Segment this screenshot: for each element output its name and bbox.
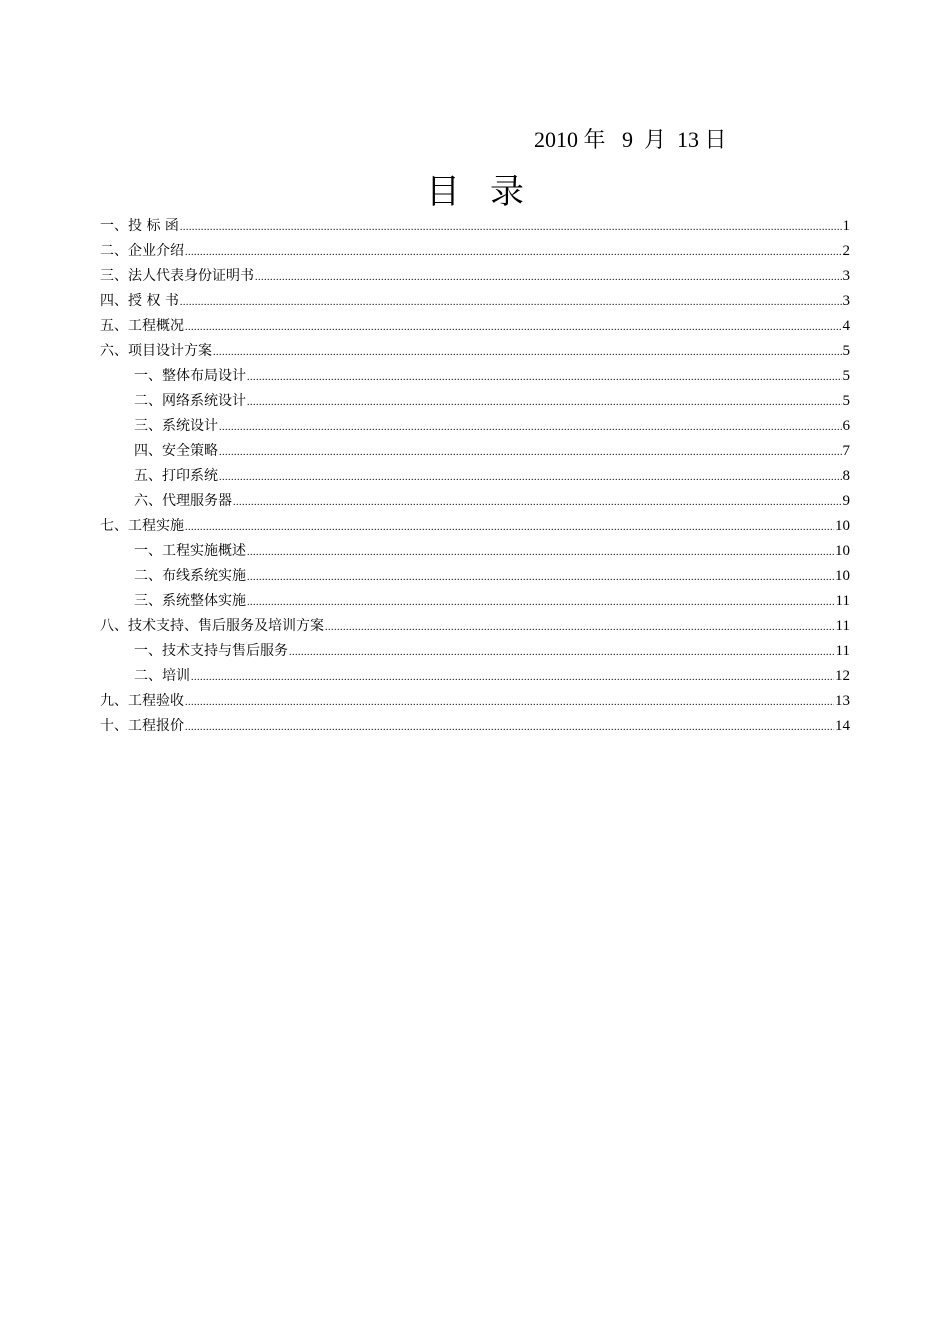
toc-entry[interactable] — [100, 214, 850, 239]
toc-page-number: 5 — [842, 393, 850, 409]
toc-page-number: 11 — [835, 618, 850, 634]
toc-entry-label: 六、代理服务器 — [134, 493, 232, 509]
toc-page-number: 5 — [842, 343, 850, 359]
toc-entry[interactable] — [100, 364, 850, 389]
toc-entry[interactable] — [100, 614, 850, 639]
toc-dot-leader — [247, 565, 834, 590]
toc-entry[interactable] — [100, 414, 850, 439]
toc-entry[interactable] — [100, 339, 850, 364]
toc-entry[interactable] — [100, 539, 850, 564]
toc-entry-label: 十、工程报价 — [100, 718, 184, 734]
toc-page-number: 6 — [842, 418, 850, 434]
toc-entry-label: 三、系统设计 — [134, 418, 218, 434]
toc-entry[interactable] — [100, 389, 850, 414]
toc-entry-label: 一、投 标 函 — [100, 218, 179, 234]
toc-page-number: 5 — [842, 368, 850, 384]
toc-entry[interactable] — [100, 664, 850, 689]
table-of-contents — [100, 214, 850, 739]
toc-entry[interactable] — [100, 264, 850, 289]
toc-dot-leader — [191, 665, 834, 690]
toc-entry[interactable] — [100, 439, 850, 464]
toc-entry-label: 九、工程验收 — [100, 693, 184, 709]
toc-dot-leader — [185, 715, 834, 740]
toc-dot-leader — [180, 215, 842, 240]
toc-dot-leader — [289, 640, 835, 665]
toc-entry[interactable] — [100, 689, 850, 714]
toc-entry-label: 七、工程实施 — [100, 518, 184, 534]
toc-dot-leader — [325, 615, 835, 640]
toc-page-number: 2 — [842, 243, 850, 259]
toc-page-number: 10 — [835, 568, 850, 584]
toc-page-number: 12 — [835, 668, 850, 684]
toc-entry-label: 一、工程实施概述 — [134, 543, 246, 559]
toc-dot-leader — [247, 540, 834, 565]
toc-page-number: 4 — [842, 318, 850, 334]
toc-entry[interactable] — [100, 289, 850, 314]
toc-entry[interactable] — [100, 314, 850, 339]
toc-entry-label: 四、安全策略 — [134, 443, 218, 459]
toc-entry-label: 二、布线系统实施 — [134, 568, 246, 584]
toc-entry[interactable] — [100, 564, 850, 589]
toc-entry-label: 一、整体布局设计 — [134, 368, 246, 384]
toc-page-number: 10 — [835, 543, 850, 559]
toc-dot-leader — [247, 590, 835, 615]
toc-entry-label: 三、法人代表身份证明书 — [100, 268, 254, 284]
toc-entry-label: 六、项目设计方案 — [100, 343, 212, 359]
toc-page-number: 11 — [835, 593, 850, 609]
page-title: 目录 — [426, 172, 554, 212]
toc-dot-leader — [185, 315, 842, 340]
toc-entry[interactable] — [100, 589, 850, 614]
document-date: 2010 年 9 月 13 日 — [534, 127, 727, 152]
toc-dot-leader — [213, 340, 842, 365]
toc-dot-leader — [185, 240, 842, 265]
toc-dot-leader — [185, 515, 834, 540]
toc-page-number: 10 — [835, 518, 850, 534]
toc-entry[interactable] — [100, 239, 850, 264]
toc-entry-label: 五、工程概况 — [100, 318, 184, 334]
toc-dot-leader — [247, 390, 842, 415]
toc-page-number: 9 — [842, 493, 850, 509]
toc-page-number: 3 — [842, 268, 850, 284]
toc-page-number: 8 — [842, 468, 850, 484]
toc-page-number: 13 — [835, 693, 850, 709]
toc-dot-leader — [233, 490, 842, 515]
toc-entry-label: 二、企业介绍 — [100, 243, 184, 259]
toc-dot-leader — [185, 690, 834, 715]
toc-entry[interactable] — [100, 639, 850, 664]
toc-page-number: 1 — [842, 218, 850, 234]
toc-dot-leader — [219, 465, 842, 490]
toc-entry-label: 三、系统整体实施 — [134, 593, 246, 609]
toc-entry-label: 一、技术支持与售后服务 — [134, 643, 288, 659]
toc-entry[interactable] — [100, 464, 850, 489]
toc-entry-label: 八、技术支持、售后服务及培训方案 — [100, 618, 324, 634]
toc-page-number: 11 — [835, 643, 850, 659]
toc-dot-leader — [255, 265, 842, 290]
toc-page-number: 7 — [842, 443, 850, 459]
toc-page-number: 14 — [835, 718, 850, 734]
toc-entry[interactable] — [100, 714, 850, 739]
toc-page-number: 3 — [842, 293, 850, 309]
toc-entry-label: 五、打印系统 — [134, 468, 218, 484]
toc-dot-leader — [180, 290, 842, 315]
toc-entry-label: 二、培训 — [134, 668, 190, 684]
toc-entry-label: 四、授 权 书 — [100, 293, 179, 309]
toc-entry-label: 二、网络系统设计 — [134, 393, 246, 409]
toc-dot-leader — [219, 415, 842, 440]
toc-dot-leader — [219, 440, 842, 465]
toc-dot-leader — [247, 365, 842, 390]
toc-entry[interactable] — [100, 489, 850, 514]
toc-entry[interactable] — [100, 514, 850, 539]
